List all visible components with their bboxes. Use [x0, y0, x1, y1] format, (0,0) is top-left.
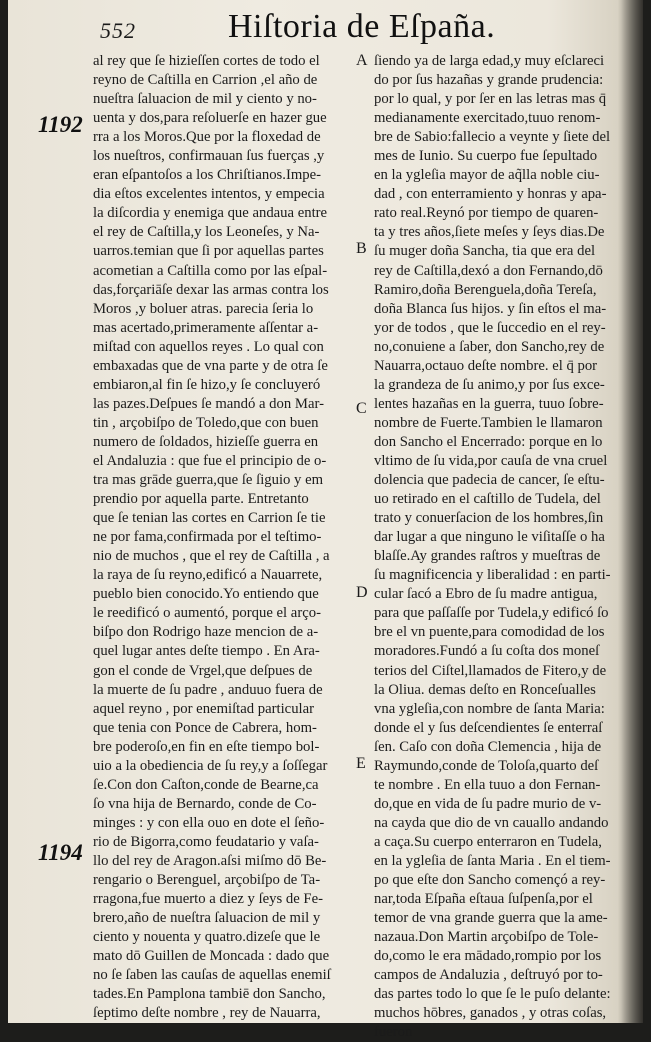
right-column-line: nazaua.Don Martin arçobiſpo de Tole- — [374, 929, 599, 946]
left-column-line: gon el conde de Vrgel,que deſpues de — [93, 662, 313, 679]
left-column-line: ciento y nouenta y quatro.dizeſe que le — [93, 929, 321, 946]
right-column-line: nombre de Fuerte.Tambien le llamaron — [374, 414, 603, 431]
left-column-line: rra a los Moros.Que por la floxedad de — [93, 129, 321, 146]
margin-letter-c: C — [356, 400, 367, 417]
right-column-line: cular ſacó a Ebro de ſu madre antigua, — [374, 586, 598, 603]
left-column-line: das,forçariāſe dexar las armas contra los — [93, 281, 329, 298]
left-column-line: numero de ſoldados, hizieſſe guerra en — [93, 433, 319, 450]
right-column-line: dad , con enterramiento y honras y apa- — [374, 186, 607, 203]
left-column-line: la muerte de ſu padre , anduuo fuera de — [93, 681, 323, 698]
right-column-line: yor de todos , que le ſuccedio en el rey- — [374, 319, 606, 336]
right-column-line: fueron — [374, 1024, 413, 1041]
left-column-line: la diſcordia y enemiga que andaua entre — [93, 205, 328, 222]
book-page — [8, 0, 643, 1041]
right-column-line: po que eſte don Sancho començó a rey- — [374, 872, 606, 889]
left-column-line: mas acertado,primeramente aſſentar a- — [93, 319, 319, 336]
right-column-line: terios del Ciſtel,llamados de Fitero,y de — [374, 662, 607, 679]
left-column-line: que ſe tenian las cortes en Carrion ſe tie — [93, 510, 326, 527]
right-column-line: en la ygleſia mayor de aq̃lla noble ciu- — [374, 167, 600, 184]
left-column-line: aquel reyno , por enemiſtad particular — [93, 700, 315, 717]
left-column-line: quel lugar antes deſte tiempo . En Ara- — [93, 643, 320, 660]
right-column-line: Raymundo,conde de Toloſa,quarto deſ — [374, 757, 599, 774]
left-column-line: biſpo don Rodrigo haze mencion de a- — [93, 624, 319, 641]
right-column-line: en la ygleſia de ſanta Maria . En el tiem- — [374, 852, 611, 869]
right-column-line: das partes todo lo que ſe le puſo delante: — [374, 986, 611, 1003]
left-column-line: ſo vna hija de Bernardo, conde de Co- — [93, 795, 317, 812]
right-column-line: a caça.Su cuerpo enterraron en Tudela, — [374, 833, 602, 850]
right-column-line: por lo qual, y por ſer en las letras mas q̄ — [374, 91, 607, 108]
right-column-line: doña Blanca ſus hijos. y ſin eſtos el ma- — [374, 300, 607, 317]
right-column-line: ta y tres años,ſiete meſes y ſeys dias.De — [374, 224, 605, 241]
margin-year-1192: 1192 — [38, 112, 83, 137]
left-column-line: al rey que ſe hizieſſen cortes de todo el — [93, 53, 320, 69]
left-column-line: minges : y con ella ouo en dote el ſeño- — [93, 814, 325, 831]
right-column-line: vltimo de ſu vida,por cauſa de vna cruel — [374, 452, 608, 469]
left-column-line: la raya de ſu reyno,edificó a Nauarrete, — [93, 567, 323, 584]
left-column-line: embiaron,al fin ſe hizo,y ſe concluyeró — [93, 376, 321, 393]
right-column-line: don Sancho el Encerrado: porque en lo — [374, 433, 603, 450]
left-column-line: pueblo bien conocido.Yo entiendo que — [93, 586, 319, 603]
left-column-line: acometian a Caſtilla como por las eſpal- — [93, 262, 328, 279]
right-column-line: la grandeza de ſu animo,y por ſus excе- — [374, 376, 605, 393]
right-column-line: dar lugar a que ninguno le viſitaſſe o ha — [374, 529, 605, 546]
right-column-line: Ramiro,doña Berenguela,doña Tereſa, — [374, 281, 597, 298]
left-column-line: eran eſpantoſos a los Chriſtianos.Impe- — [93, 167, 322, 184]
right-column-line: do,como le era mādado,rompio por los — [374, 948, 602, 965]
left-column-line: prendio por aquella parte. Entretanto — [93, 491, 309, 508]
right-column-line: moradores.Fundó a ſu coſta dos moneſ — [374, 643, 600, 660]
right-column-line: lentes hazañas en la guerra, tuuo ſobre- — [374, 395, 604, 412]
right-column-line: do,que en vida de ſu padre murio de v- — [374, 795, 602, 812]
right-column-line: ſiendo ya de larga edad,y muy eſclareci — [374, 53, 605, 69]
left-column-line: las pazes.Deſpues ſe mandó a don Mar- — [93, 395, 324, 412]
left-column-line: mato dō Guillen de Moncada : dado que — [93, 948, 330, 965]
left-text-column — [93, 52, 365, 1023]
margin-year-1194: 1194 — [38, 840, 83, 865]
margin-letter-e: E — [356, 755, 366, 772]
left-column-line: embaxadas que de vna parte y de otra ſe — [93, 357, 328, 374]
right-column-line: rato real.Reynó por tiempo de quaren- — [374, 205, 599, 222]
right-column-line: mes de Iunio. Su cuerpo fue ſepultado — [374, 148, 598, 165]
right-column-line: medianamente exercitado,tuuo renom- — [374, 110, 601, 127]
right-column-line: ſu muger doña Sancha, tia que era del — [374, 243, 596, 260]
right-column-line: trato y conuerſacion de los hombres,ſin — [374, 510, 604, 527]
right-column-line: na cayda que dio de vn cauallo andando — [374, 814, 609, 831]
page-number: 552 — [100, 18, 136, 43]
right-column-line: vna ygleſia,con nombre de ſanta Maria: — [374, 700, 605, 717]
margin-letter-a: A — [356, 52, 368, 69]
right-column-line: dolencia que padecia de cancer, ſe eſtu- — [374, 472, 605, 489]
right-column-line: te nombre . En ella tuuo a don Fernan- — [374, 776, 601, 793]
left-column-line: nueſtra ſaluacion de mil y ciento y no- — [93, 91, 317, 108]
right-column-line: la Oliua. demas deſto en Ronceſualles — [374, 681, 596, 698]
right-column-line: uo retirado en el caſtillo de Tudela, del — [374, 491, 601, 508]
left-column-line: uenta y dos,para reſoluerſe en hazer gue — [93, 110, 327, 127]
running-title: Hiſtoria de Eſpaña. — [228, 8, 496, 45]
right-column-line: bre el vn puente,para comodidad de los — [374, 624, 605, 641]
left-column-line: los nueſtros, confirmauan ſus fuerças ,y — [93, 148, 325, 165]
left-column-line: tin , arçobiſpo de Toledo,que con buen — [93, 414, 319, 431]
right-column-line: do por ſus hazañas y grande prudencia: — [374, 72, 604, 89]
right-column-line: campos de Andaluzia , deſtruyó por to- — [374, 967, 603, 984]
left-column-line: ne por fama,confirmada por el teſtimo- — [93, 529, 322, 546]
left-column-line: dia eſtos excelentes intentos, y empecia — [93, 186, 325, 203]
left-column-line: ſe.Con don Caſton,conde de Bearne,ca — [93, 776, 319, 793]
left-column-line: uio a la obediencia de ſu rey,y a ſoſſegar — [93, 757, 328, 774]
right-column-line: donde el y ſus deſcendientes ſe enterraſ — [374, 719, 603, 736]
left-column-line: ſeptimo deſte nombre , rey de Nauarra, — [93, 1005, 321, 1022]
left-column-line: que tenia con Ponce de Cabrera, hom- — [93, 719, 317, 736]
margin-letter-b: B — [356, 240, 367, 257]
right-text-column — [374, 52, 636, 1042]
left-column-line: el Andaluzia : que fue el principio de o- — [93, 452, 327, 469]
left-column-line: tra mas grāde guerra,que ſe ſiguio y em — [93, 472, 324, 489]
left-column-line: tades.En Pamplona tambiē don Sancho, — [93, 986, 326, 1003]
right-column-line: ſen. Caſo con doña Clemencia , hija de — [374, 738, 602, 755]
left-column-line: miſtad con aquellos reyes . Lo qual con — [93, 338, 324, 355]
right-column-line: temor de vna grande guerra que la ame- — [374, 910, 608, 927]
left-column-line: no ſe ſaben las cauſas de aquellas enemiſ — [93, 967, 331, 984]
left-column-line: rio de Bigorra,como feudatario y vaſa- — [93, 833, 319, 850]
left-column-line: uarros.temian que ſi por aquellas partes — [93, 243, 324, 260]
left-column-line: llo del rey de Aragon.aſsi miſmo dō Be- — [93, 852, 327, 869]
left-column-line: le reedificó o aumentó, porque el arço- — [93, 605, 321, 622]
right-column-line: no,conuiene a ſaber, don Sancho,rey de — [374, 338, 605, 355]
right-column-line: Nauarra,octauo deſte nombre. el q̄ por — [374, 357, 598, 374]
right-column-line: rey de Caſtilla,dexó a don Fernando,dō — [374, 262, 603, 279]
left-column-line: rragona,fue muerto a diez y ſeys de Fe- — [93, 891, 324, 908]
left-column-line: el rey de Caſtilla,y los Leoneſes, y Na- — [93, 224, 320, 241]
left-column-line: brero,año de nueſtra ſaluacion de mil y — [93, 910, 321, 927]
right-column-line: bre de Sabio:fallecio a veynte y ſiete del — [374, 129, 611, 146]
right-column-line: ſu magnificencia y liberalidad : en parti- — [374, 567, 611, 584]
left-column-line: bre poderoſo,en fin en eſte tiempo bol- — [93, 738, 320, 755]
left-column-line: Moros ,y boluer atras. parecia ſeria lo — [93, 300, 314, 317]
left-column-line: nio de muchos , que el rey de Caſtilla , a — [93, 548, 330, 565]
left-column-line: reyno de Caſtilla en Carrion ,el año de — [93, 72, 318, 89]
right-column-line: para que paſſaſſe por Tudela,y edificó ſo — [374, 605, 609, 622]
margin-letter-d: D — [356, 584, 368, 601]
right-column-line: nar,toda Eſpaña eſtaua ſuſpenſa,por el — [374, 891, 593, 908]
right-column-line: muchos hōbres, ganados , y otras coſas, — [374, 1005, 607, 1022]
right-column-line: blaſſe.Ay grandes raſtros y mueſtras de — [374, 548, 601, 565]
left-column-line: rengario o Berenguel, arçobiſpo de Ta- — [93, 872, 321, 889]
